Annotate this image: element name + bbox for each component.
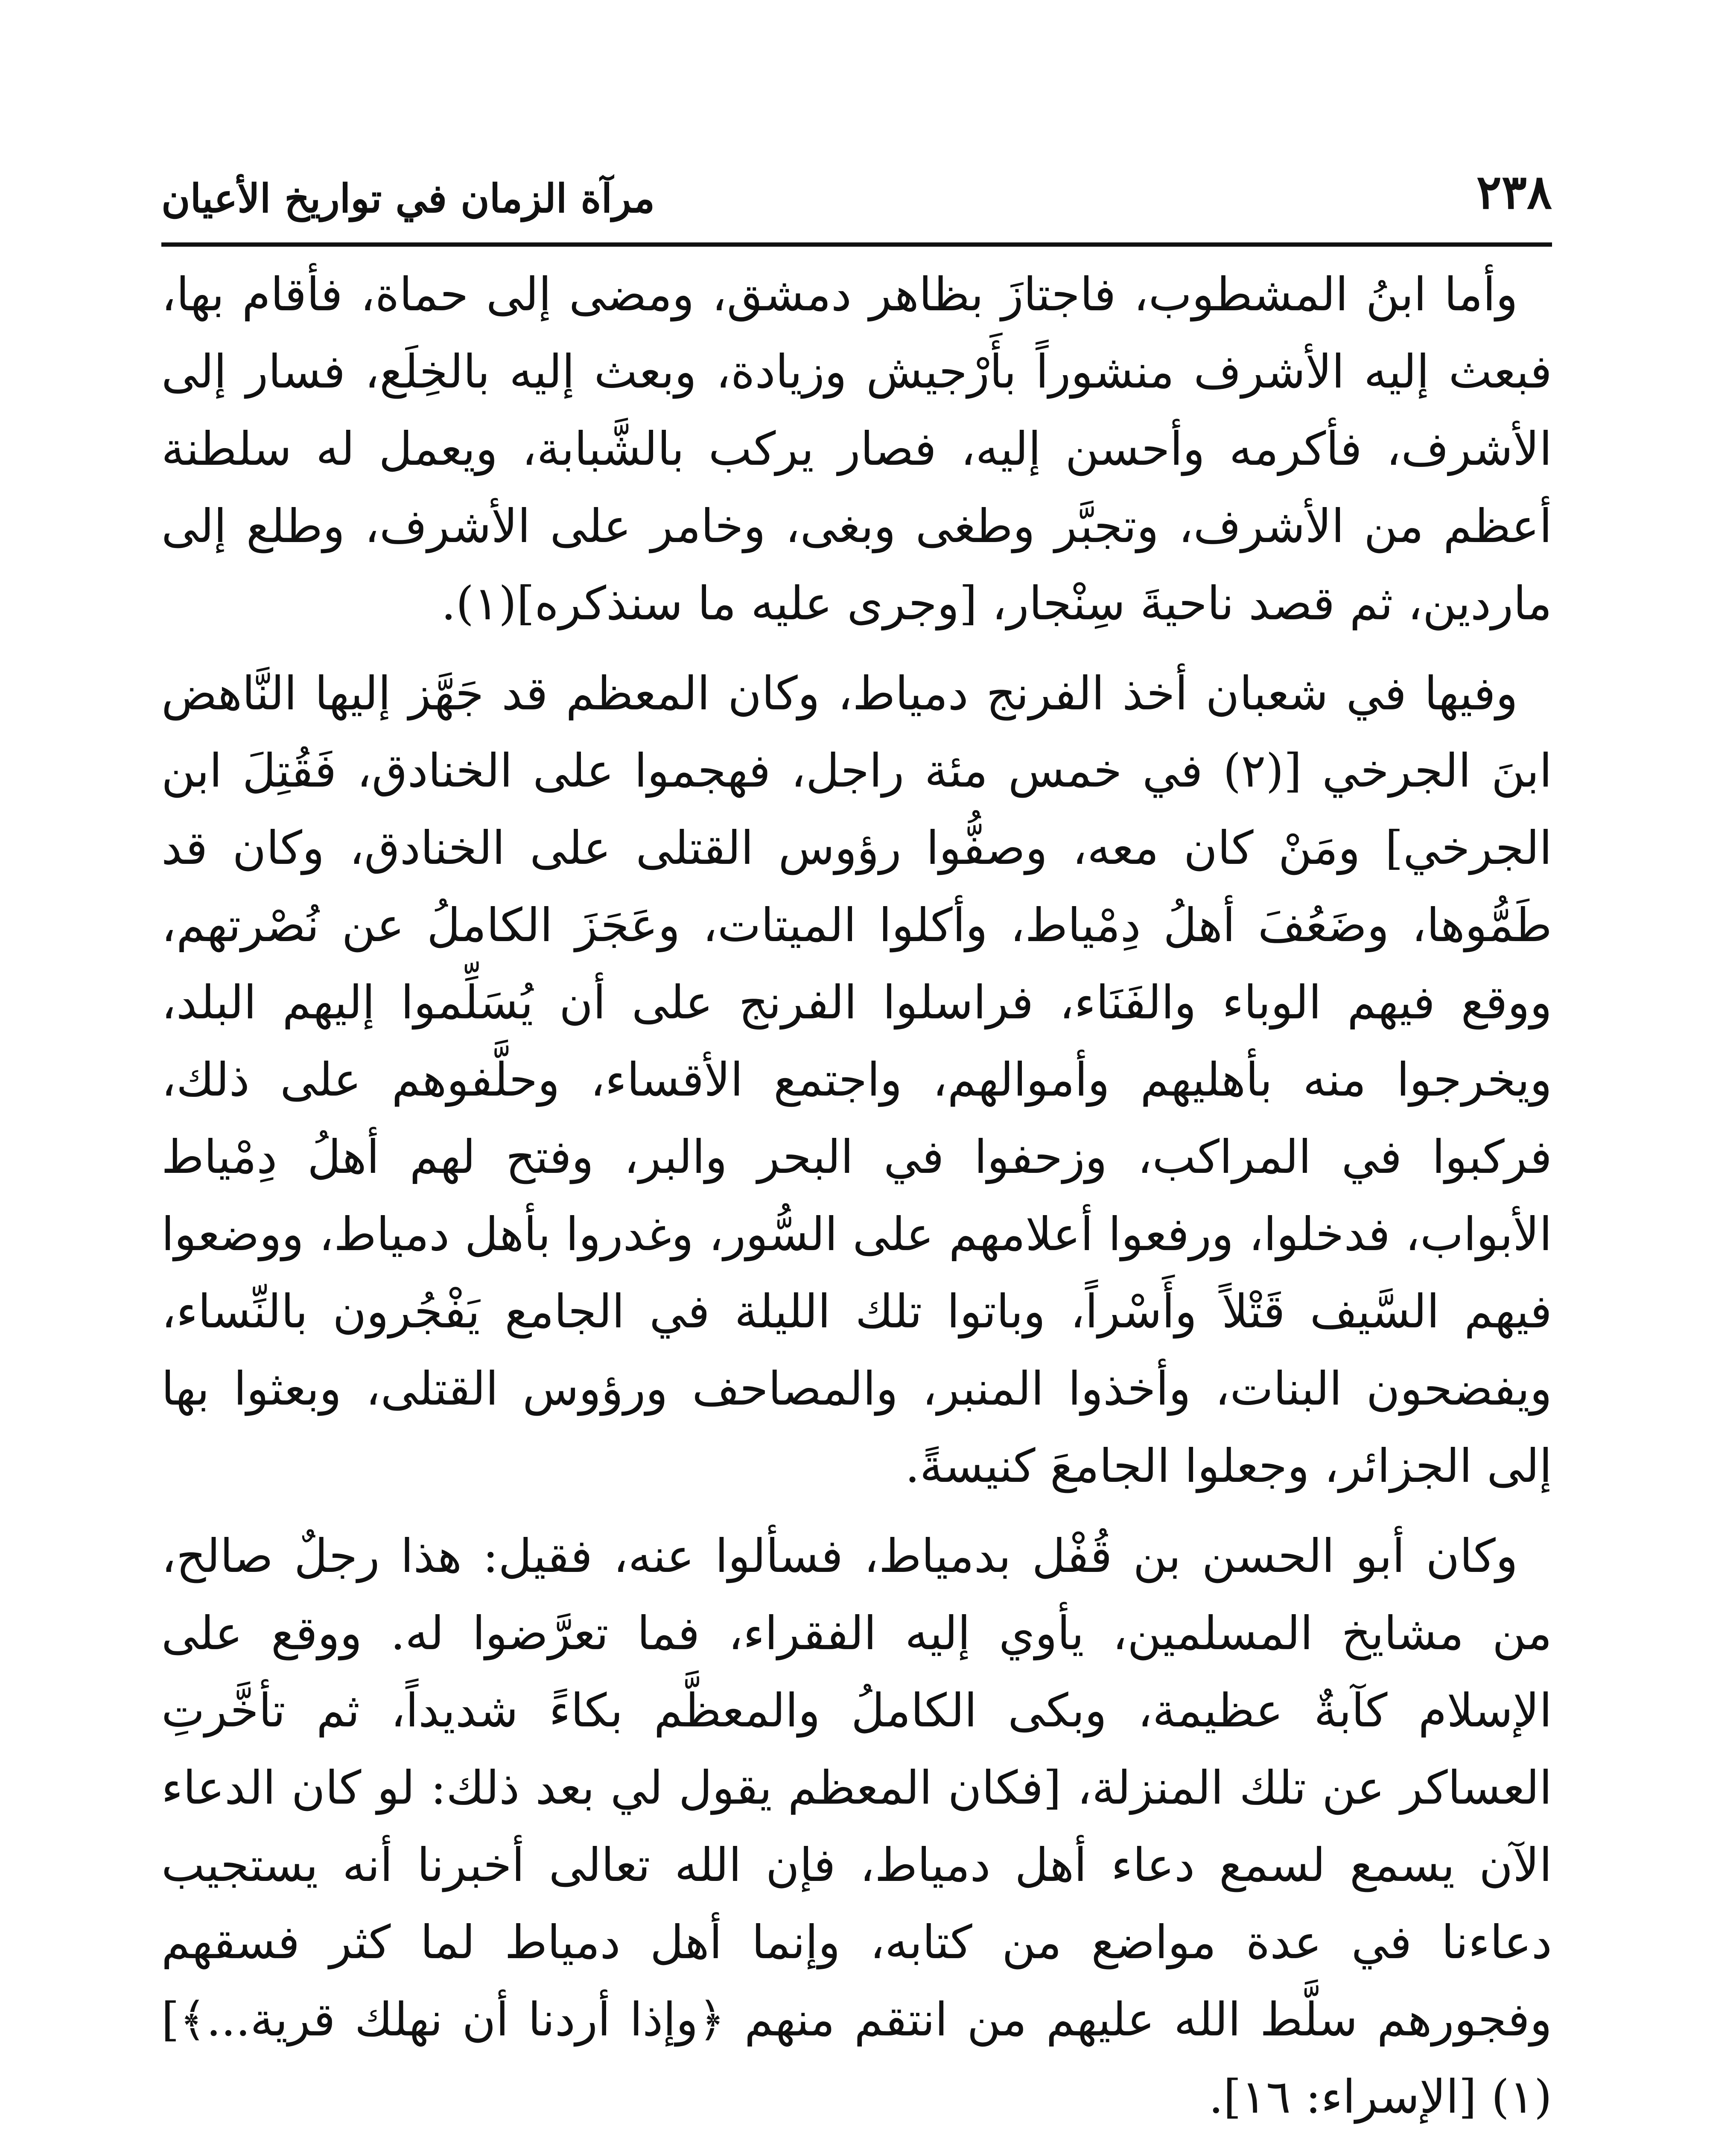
running-head <box>161 160 1552 228</box>
paragraph: وكان أبو الحسن بن قُفْل بدمياط، فسألوا عنه، فقيل: هذا رجلٌ صالح، من مشايخ المسلمين، يأوي إليه الفقراء، فما تعرَّضوا له. ووقع على الإسلام كآبةٌ عظيمة، وبكى الكاملُ والمعظَّم بكاءً شديداً، ثم تأخَّرتِ العساكر عن تلك المنزلة، [فكان المعظم يقول لي بعد ذلك: لو كان الدعاء الآن يسمع لسمع دعاء أهل دمياط، فإن الله تعالى أخبرنا أنه يستجيب دعاءنا في عدة مواضع من كتابه، وإنما أهل دمياط لما كثر فسقهم وفجورهم سلَّط الله عليهم من انتقم منهم ﴿وإذا أردنا أن نهلك قرية...﴾](١) [الإسراء: ١٦]. <box>161 1530 1552 2124</box>
paragraph: وفيها في شعبان أخذ الفرنج دمياط، وكان المعظم قد جَهَّز إليها النَّاهض ابنَ الجرخي [(٢) في خمس مئة راجل، فهجموا على الخنادق، فَقُتِلَ ابن الجرخي] ومَنْ كان معه، وصفُّوا رؤوس القتلى على الخنادق، وكان قد طَمُّوها، وضَعُفَ أهلُ دِمْياط، وأكلوا الميتات، وعَجَزَ الكاملُ عن نُصْرتهم، ووقع فيهم الوباء والفَنَاء، فراسلوا الفرنج على أن يُسَلِّموا إليهم البلد، ويخرجوا منه بأهليهم وأموالهم، واجتمع الأقساء، وحلَّفوهم على ذلك، فركبوا في المراكب، وزحفوا في البحر والبر، وفتح لهم أهلُ دِمْياط الأبواب، فدخلوا، ورفعوا أعلامهم على السُّور، وغدروا بأهل دمياط، ووضعوا فيهم السَّيف قَتْلاً وأَسْراً، وباتوا تلك الليلة في الجامع يَفْجُرون بالنِّساء، ويفضحون البنات، وأخذوا المنبر، والمصاحف ورؤوس القتلى، وبعثوا بها إلى الجزائر، وجعلوا الجامعَ كنيسةً. <box>161 667 1552 1493</box>
paragraph: وأما ابنُ المشطوب، فاجتازَ بظاهر دمشق، ومضى إلى حماة، فأقام بها، فبعث إليه الأشرف منشوراً بأَرْجيش وزيادة، وبعث إليه بالخِلَع، فسار إلى الأشرف، فأكرمه وأحسن إليه، فصار يركب بالشَّبابة، ويعمل له سلطنة أعظم من الأشرف، وتجبَّر وطغى وبغى، وخامر على الأشرف، وطلع إلى ماردين، ثم قصد ناحيةَ سِنْجار، [وجرى عليه ما سنذكره](١). <box>161 268 1552 630</box>
running-title: مرآة الزمان في تواريخ الأعيان <box>161 175 655 222</box>
page-number: ٢٣٨ <box>1476 164 1552 219</box>
body-text <box>161 256 1552 2134</box>
header-rule <box>161 242 1552 247</box>
